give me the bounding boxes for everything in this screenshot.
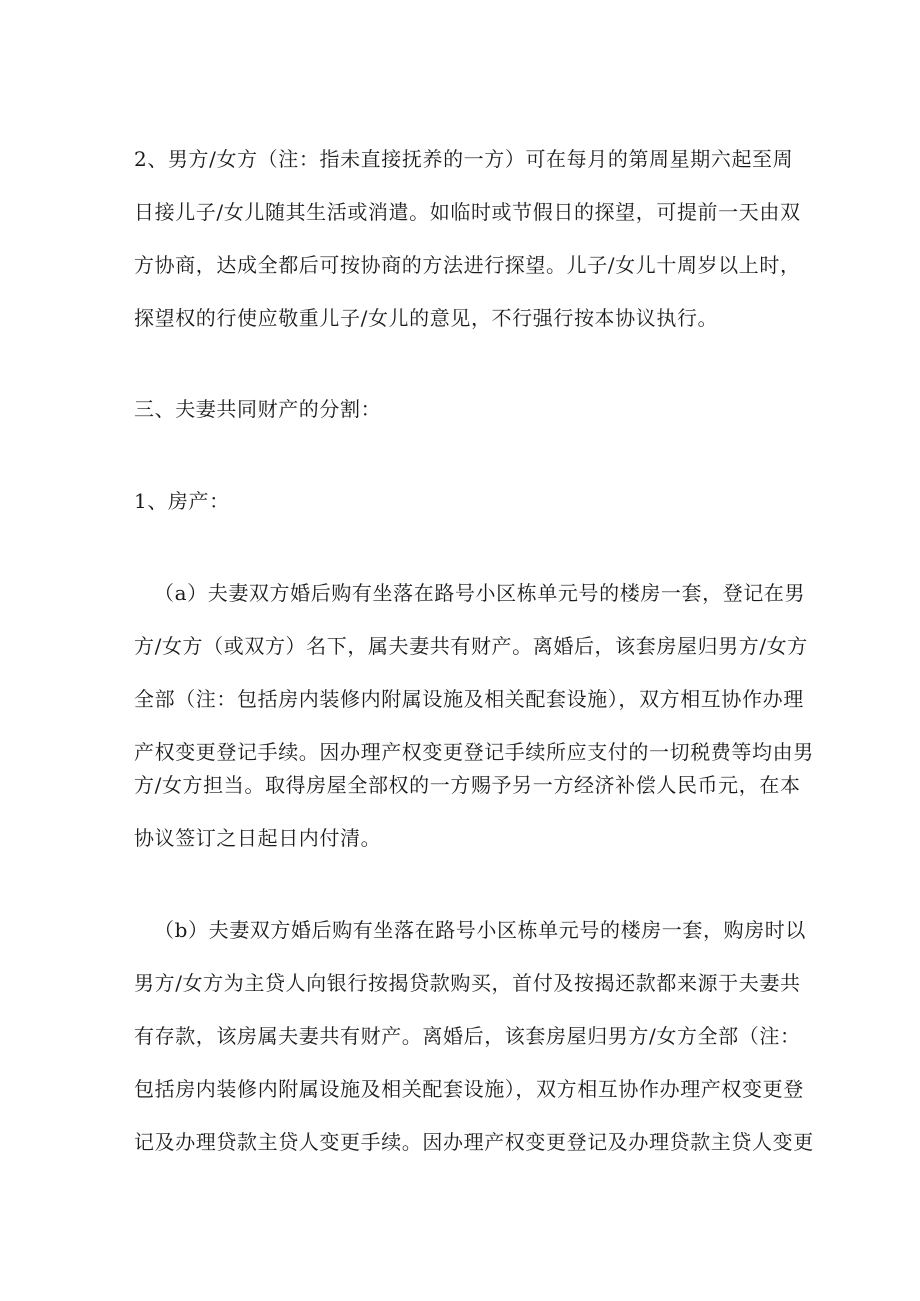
paragraph-a-line-4: 产权变更登记手续。因办理产权变更登记手续所应支付的一切税费等均由男 [134, 740, 814, 764]
paragraph-a-line-6: 协议签订之日起日内付清。 [134, 826, 382, 850]
paragraph-2-line-2: 日接儿子/女儿随其生活或消遣。如临时或节假日的探望，可提前一天由双 [134, 200, 801, 224]
paragraph-2-line-4: 探望权的行使应敬重儿子/女儿的意见，不行强行按本协议执行。 [134, 306, 719, 330]
paragraph-2-line-1: 2、男方/女方（注：指未直接抚养的一方）可在每月的第周星期六起至周 [134, 147, 794, 171]
paragraph-2-line-3: 方协商，达成全都后可按协商的方法进行探望。儿子/女儿十周岁以上时， [134, 253, 801, 277]
paragraph-a-line-2: 方/女方（或双方）名下，属夫妻共有财产。离婚后，该套房屋归男方/女方 [134, 634, 808, 658]
subheading-property: 1、房产： [134, 489, 230, 513]
paragraph-b-line-2: 男方/女方为主贷人向银行按揭贷款购买，首付及按揭还款都来源于夫妻共 [134, 971, 801, 995]
paragraph-b-line-1: （b）夫妻双方婚后购有坐落在路号小区栋单元号的楼房一套，购房时以 [154, 918, 807, 942]
paragraph-a-line-5: 方/女方担当。取得房屋全部权的一方赐予另一方经济补偿人民币元，在本 [134, 773, 801, 797]
paragraph-a-line-3: 全部（注：包括房内装修内附属设施及相关配套设施），双方相互协作办理 [134, 687, 804, 711]
paragraph-b-line-4: 包括房内装修内附属设施及相关配套设施），双方相互协作办理产权变更登 [134, 1077, 804, 1101]
paragraph-b-line-5: 记及办理贷款主贷人变更手续。因办理产权变更登记及办理贷款主贷人变更 [134, 1130, 814, 1154]
paragraph-a-line-1: （a）夫妻双方婚后购有坐落在路号小区栋单元号的楼房一套，登记在男 [154, 581, 806, 605]
paragraph-b-line-3: 有存款，该房属夫妻共有财产。离婚后，该套房屋归男方/女方全部（注： [134, 1024, 801, 1048]
section-heading: 三、夫妻共同财产的分割： [134, 397, 382, 421]
